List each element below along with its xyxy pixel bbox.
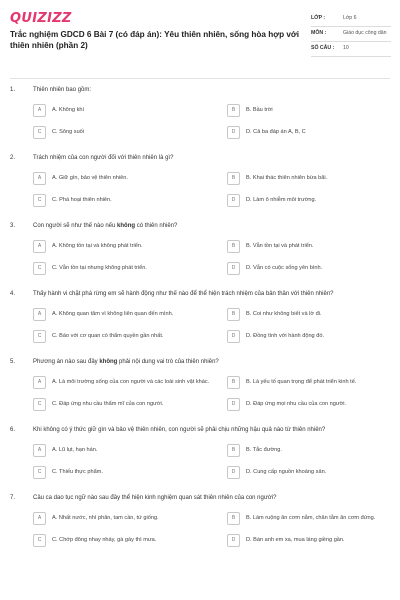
option-text: C. Phá hoại thiên nhiên.: [52, 196, 112, 203]
answer-options: [33, 170, 390, 208]
question-item: [10, 86, 390, 154]
option-text: B. Làm ruộng ăn cơm nằm, chăn tằm ăn cơm đứng.: [246, 514, 376, 521]
answer-option[interactable]: [33, 464, 215, 480]
question-text: [33, 154, 390, 162]
question-text: [33, 86, 390, 94]
option-text: B. Coi như không biết và lờ đi.: [246, 310, 322, 317]
meta-key: MÔN :: [311, 30, 327, 36]
question-header: [10, 358, 390, 366]
answer-option[interactable]: [33, 238, 215, 254]
option-letter-box: B: [227, 104, 240, 117]
option-letter-box: C: [33, 466, 46, 479]
meta-key: SỐ CÂU :: [311, 45, 335, 51]
option-text: B. Vẫn tồn tại và phát triển.: [246, 242, 314, 249]
option-letter-box: A: [33, 512, 46, 525]
question-item: [10, 494, 390, 562]
option-letter-box: D: [227, 126, 240, 139]
option-letter-box: D: [227, 194, 240, 207]
answer-option[interactable]: [33, 532, 215, 548]
question-header: [10, 290, 390, 298]
answer-option[interactable]: [33, 124, 215, 140]
question-header: [10, 86, 390, 94]
question-text-bold: không: [117, 223, 136, 229]
question-text-pre: Câu ca dao tục ngữ nào sau đây thể hiện kinh nghiệm quan sát thiên nhiên của con người?: [33, 495, 277, 501]
answer-option[interactable]: [33, 306, 215, 322]
option-letter-box: A: [33, 444, 46, 457]
option-letter-box: A: [33, 376, 46, 389]
question-number: 3.: [10, 223, 16, 229]
question-number: 1.: [10, 87, 16, 93]
option-letter-box: D: [227, 398, 240, 411]
question-header: [10, 154, 390, 162]
answer-option[interactable]: [227, 396, 400, 412]
question-item: [10, 426, 390, 494]
option-letter-box: A: [33, 172, 46, 185]
answer-options: [33, 442, 390, 480]
header-divider: [10, 78, 390, 79]
option-letter-box: B: [227, 512, 240, 525]
answer-option[interactable]: [33, 102, 215, 118]
answer-option[interactable]: [33, 260, 215, 276]
question-number: 4.: [10, 291, 16, 297]
question-item: [10, 222, 390, 290]
option-text: D. Đồng tình với hành động đó.: [246, 332, 324, 339]
answer-option[interactable]: [33, 328, 215, 344]
question-text: [33, 222, 390, 230]
answer-option[interactable]: [33, 396, 215, 412]
meta-key: LỚP :: [311, 15, 326, 21]
question-number: 5.: [10, 359, 16, 365]
option-text: C. Đáp ứng nhu cầu thẩm mĩ của con người.: [52, 400, 164, 407]
option-text: C. Sông suối: [52, 128, 85, 135]
question-text-pre: Con người sẽ như thế nào nếu: [33, 223, 118, 229]
question-list: [10, 86, 390, 562]
answer-option[interactable]: [227, 192, 400, 208]
option-text: A. Không khí: [52, 106, 85, 113]
question-item: [10, 154, 390, 222]
option-text: A. Nhất nước, nhì phân, tam cần, tứ giống.: [52, 514, 159, 521]
option-letter-box: A: [33, 240, 46, 253]
question-text-pre: Phương án nào sau đây: [33, 359, 100, 365]
question-text: [33, 290, 390, 298]
option-text: C. Chớp đông nhay nháy, gà gáy thì mưa.: [52, 536, 157, 543]
option-letter-box: D: [227, 534, 240, 547]
question-text: [33, 494, 390, 502]
answer-option[interactable]: [33, 170, 215, 186]
answer-option[interactable]: [33, 192, 215, 208]
option-text: A. Lũ lụt, hạn hán.: [52, 446, 98, 453]
question-text-post: phải nội dung vai trò của thiên nhiên?: [117, 359, 219, 365]
worksheet-title: Trắc nghiệm GDCD 6 Bài 7 (có đáp án): Yêu thiên nhiên, sống hòa hợp với thiên nhiên (phần 2): [10, 30, 299, 50]
question-number: 2.: [10, 155, 16, 161]
option-letter-box: D: [227, 466, 240, 479]
option-text: A. Không quan tâm vì không liên quan đến mình.: [52, 310, 174, 317]
option-text: D. Bán anh em xa, mua láng giềng gần.: [246, 536, 345, 543]
option-text: B. Bầu trời: [246, 106, 273, 113]
answer-option[interactable]: [33, 442, 215, 458]
option-letter-box: D: [227, 262, 240, 275]
option-letter-box: C: [33, 126, 46, 139]
question-text-post: có thiên nhiên?: [135, 223, 178, 229]
question-header: [10, 222, 390, 230]
answer-option[interactable]: [227, 260, 400, 276]
option-letter-box: B: [227, 308, 240, 321]
question-header: [10, 426, 390, 434]
question-item: [10, 358, 390, 426]
answer-option[interactable]: [227, 442, 400, 458]
option-text: D. Cả ba đáp án A, B, C: [246, 128, 306, 135]
question-header: [10, 494, 390, 502]
answer-option[interactable]: [227, 238, 400, 254]
answer-option[interactable]: [227, 328, 400, 344]
question-item: [10, 290, 390, 358]
answer-option[interactable]: [227, 532, 400, 548]
meta-row-subject: [311, 27, 391, 42]
option-letter-box: C: [33, 330, 46, 343]
option-letter-box: D: [227, 330, 240, 343]
answer-option[interactable]: [33, 510, 215, 526]
question-text: [33, 426, 390, 434]
answer-options: [33, 102, 390, 140]
option-text: C. Thiếu thực phẩm.: [52, 468, 103, 475]
option-text: D. Đáp ứng mọi nhu cầu của con người.: [246, 400, 347, 407]
answer-option[interactable]: [227, 170, 400, 186]
option-text: B. Khai thác thiên nhiên bừa bãi.: [246, 174, 328, 181]
answer-option[interactable]: [227, 124, 400, 140]
option-text: A. Giữ gìn, bảo vệ thiên nhiên.: [52, 174, 128, 181]
question-number: 7.: [10, 495, 16, 501]
option-letter-box: B: [227, 376, 240, 389]
question-text-bold: không: [99, 359, 118, 365]
question-number: 6.: [10, 427, 16, 433]
option-letter-box: B: [227, 444, 240, 457]
question-text-pre: Thiên nhiên bao gồm:: [33, 87, 92, 93]
quizizz-logo: QUIZIZZ: [10, 11, 72, 26]
option-letter-box: A: [33, 104, 46, 117]
question-text-pre: Khi không có ý thức giữ gìn và bảo vệ thiên nhiên, con người sẽ phải chịu những hậu quả nào từ thiên nhiên?: [33, 427, 326, 433]
option-text: A. Là môi trường sống của con người và các loài sinh vật khác.: [52, 378, 210, 385]
meta-value: Giáo dục công dân: [343, 30, 387, 36]
answer-option[interactable]: [227, 464, 400, 480]
option-text: D. Làm ô nhiễm môi trường.: [246, 196, 317, 203]
option-text: D. Vẫn có cuộc sống yên bình.: [246, 264, 323, 271]
worksheet-meta: [311, 12, 391, 57]
option-letter-box: C: [33, 534, 46, 547]
answer-option[interactable]: [227, 374, 400, 390]
option-text: A. Không tồn tại và không phát triển.: [52, 242, 143, 249]
answer-option[interactable]: [227, 102, 400, 118]
option-letter-box: C: [33, 194, 46, 207]
option-letter-box: C: [33, 398, 46, 411]
answer-option[interactable]: [227, 306, 400, 322]
answer-options: [33, 374, 390, 412]
option-text: D. Cung cấp nguồn khoáng sản.: [246, 468, 327, 475]
answer-option[interactable]: [227, 510, 400, 526]
option-letter-box: C: [33, 262, 46, 275]
answer-options: [33, 306, 390, 344]
option-text: B. Là yếu tố quan trọng để phát triển kinh tế.: [246, 378, 357, 385]
meta-row-grade: [311, 12, 391, 27]
answer-options: [33, 238, 390, 276]
option-text: C. Báo với cơ quan có thẩm quyền gần nhất.: [52, 332, 164, 339]
answer-options: [33, 510, 390, 548]
question-text-pre: Thấy hành vi chặt phá rừng em sẽ hành động như thế nào để thể hiện trách nhiệm của bản thân với thiên nhiên?: [33, 291, 334, 297]
option-letter-box: A: [33, 308, 46, 321]
question-text: [33, 358, 390, 366]
option-text: C. Vẫn tồn tại nhưng không phát triển.: [52, 264, 147, 271]
answer-option[interactable]: [33, 374, 215, 390]
option-text: B. Tắc đường.: [246, 446, 282, 453]
option-letter-box: B: [227, 240, 240, 253]
option-letter-box: B: [227, 172, 240, 185]
meta-row-question-count: [311, 42, 391, 57]
question-text-pre: Trách nhiệm của con người đối với thiên nhiên là gì?: [33, 155, 174, 161]
meta-value: Lớp 6: [343, 15, 357, 21]
meta-value: 10: [343, 45, 349, 51]
